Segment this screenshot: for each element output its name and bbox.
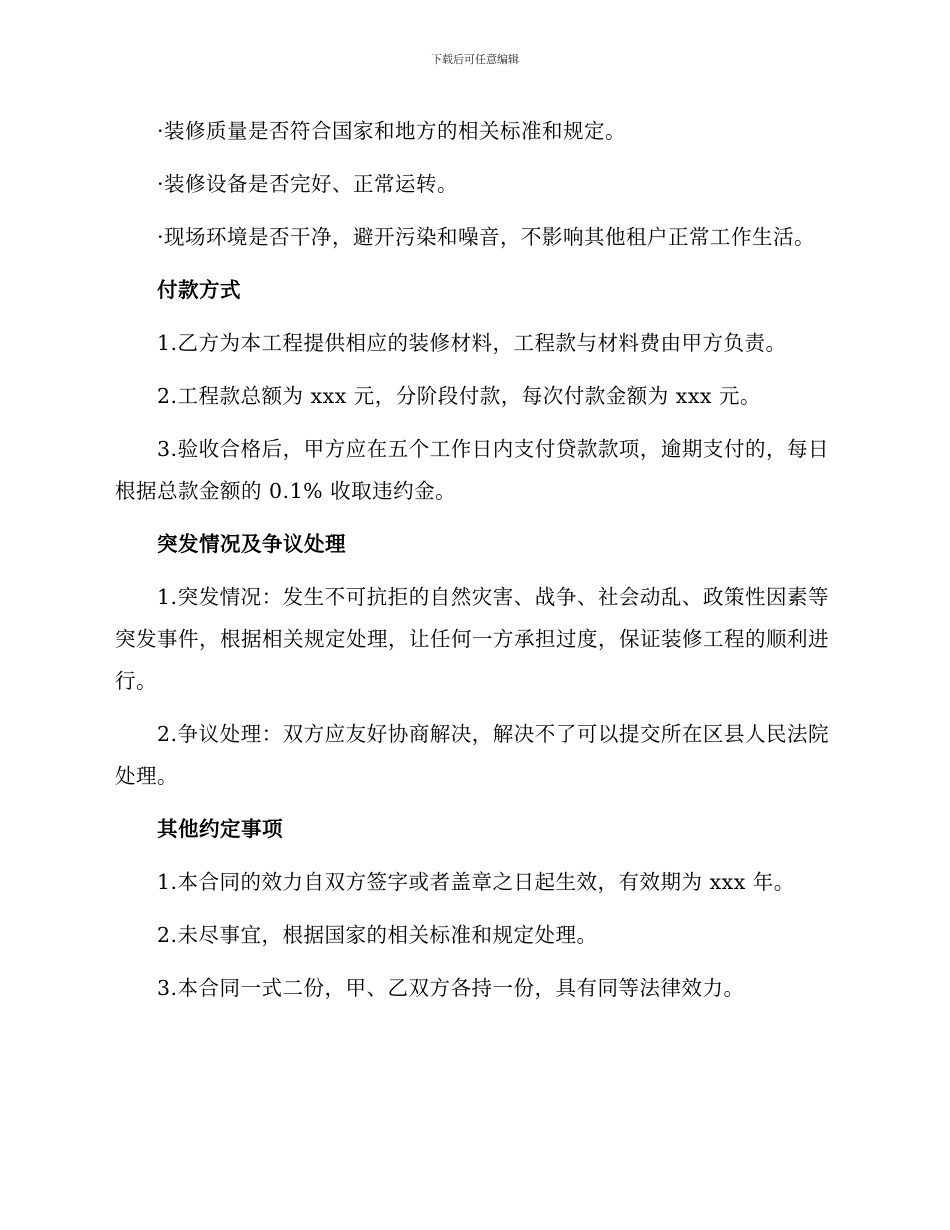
emergency-item-2: 2.争议处理：双方应友好协商解决，解决不了可以提交所在区县人民法院处理。: [115, 722, 829, 788]
quality-item-environment: ·现场环境是否干净，避开污染和噪音，不影响其他租户正常工作生活。: [157, 225, 816, 249]
emergency-item-1: 1.突发情况：发生不可抗拒的自然灾害、战争、社会动乱、政策性因素等突发事件，根据相关规定处理，让任何一方承担过度，保证装修工程的顺利进行。: [115, 585, 829, 693]
payment-item-3: 3.验收合格后，甲方应在五个工作日内支付贷款款项，逾期支付的，每日根据总款金额的 0.1% 收取违约金。: [115, 437, 829, 503]
quality-item-equipment: ·装修设备是否完好、正常运转。: [157, 172, 459, 196]
other-item-1: 1.本合同的效力自双方签字或者盖章之日起生效，有效期为 xxx 年。: [157, 870, 795, 894]
section-heading-other: 其他约定事项: [157, 817, 283, 841]
other-item-3: 3.本合同一式二份，甲、乙双方各持一份，具有同等法律效力。: [157, 976, 745, 1000]
page-header: 下载后可任意编辑: [431, 53, 519, 66]
quality-item-standards: ·装修质量是否符合国家和地方的相关标准和规定。: [157, 119, 627, 143]
section-heading-payment: 付款方式: [157, 278, 241, 302]
section-heading-emergency: 突发情况及争议处理: [157, 532, 346, 556]
other-item-2: 2.未尽事宜，根据国家的相关标准和规定处理。: [157, 923, 598, 947]
payment-item-1: 1.乙方为本工程提供相应的装修材料，工程款与材料费由甲方负责。: [157, 331, 787, 355]
document-body: [115, 110, 829, 1020]
payment-item-2: 2.工程款总额为 xxx 元，分阶段付款，每次付款金额为 xxx 元。: [157, 384, 761, 408]
